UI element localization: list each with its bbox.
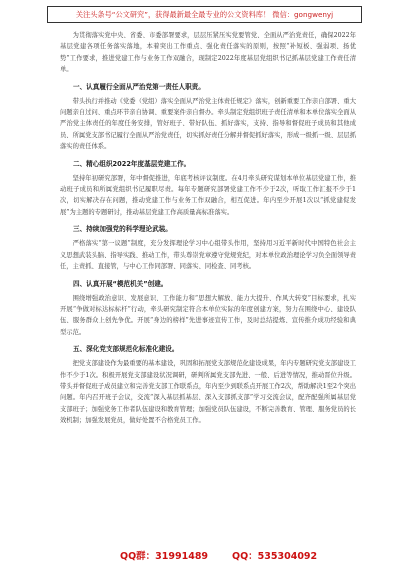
section-body-4: 围绕增强政治意识、发展意识、工作能力和“思想大解放、能力大提升、作风大转变”目标要求，扎实开展“争做对标达标标杆”行动，牵头研究制定符合本单位实际的年度创建方案，努力在围绕中心、建设队伍、服务群众上创先争优。开展“身边的榜样”先进事迹宣传工作，及时总结提炼、宣传推介成功经验和典型示范。: [60, 294, 356, 336]
section-heading-4: 四、认真开展“模范机关”创建。: [73, 279, 168, 288]
qq-group-label: QQ群：31991489: [120, 551, 209, 562]
intro-paragraph: 为贯彻落实党中央、省委、市委部署要求，层层压紧压实党要管党、全面从严治党责任，确保2022年基层党建各项任务落实落地，本着突出工作重点、强化责任落实的原则，按照“补短板、强弱项、扬优势”工作要求，推进党建工作与业务工作双融合，现制定2022年度基层党组织书记抓基层党建工作责任清单。: [60, 32, 356, 74]
section-body-3: 严格落实“第一议题”制度，充分发挥理论学习中心组带头作用，坚持用习近平新时代中国特色社会主义思想武装头脑、指导实践、推动工作，带头尊崇党章遵守党规党纪，对本单位政治理论学习负全面领导责任，主责抓、直接管，与中心工作同部署、同落实、同检查、同考核。: [60, 240, 356, 271]
section-heading-3: 三、持续加强党的科学理论武装。: [73, 225, 172, 234]
section-heading-2: 二、精心组织2022年度基层党建工作。: [73, 159, 191, 168]
document-body: [60, 30, 356, 427]
section-body-1: 带头执行并推动《党委（党组）落实全面从严治党主体责任规定》落实，创新重要工作亲自部署、重大问题亲自过问、重点环节亲自协调、重要案件亲自督办。牵头制定党组织班子责任清单和本单位落实全面从严治党主体责任的年度任务安排，管好班子、带好队伍、抓好落实，支持、指导和督促班子成员和其他成员、所属党支部书记履行全面从严治党责任，切实抓好责任分解并督促抓好落实，形成一级抓一级、层层抓落实的责任体系。: [60, 97, 356, 151]
promo-banner: 关注头条号“公文研究”，获得最新最全最专业的公文资料库！ 微信：gongwenyj: [47, 6, 362, 23]
section-body-2: 坚持年初研究部署，年中督促推进，年底考核评议制度。在4月牵头研究谋划本单位基层党建工作，推动班子成员和所属党组织书记履职尽责。每年专题研究部署党建工作不少于2次，听取工作汇报不少于1次，切实解决存在问题，推动党建工作与业务工作双融合，相互促进。年内至少开展1次以“抓党建促发展”为主题的专题研讨，推动基层党建工作高质量高标准落实。: [60, 174, 356, 216]
section-heading-1: 一、认真履行全面从严治党第一责任人职责。: [73, 82, 205, 91]
qq-label: QQ：535304092: [232, 551, 318, 562]
contact-footer: [0, 548, 408, 564]
section-heading-5: 五、深化党支部规范化标准化建设。: [73, 345, 179, 354]
section-body-5: 把党支部建设作为最重要的基本建设，巩固和拓展党支部规范化建设成果，年内专题研究党支部建设工作不少于1次。积极开展党支部建设状况调研，研判所属党支部先进、一般、后进等情况，推动晋位升级。带头并督促班子成员建立和完善党支部工作联系点，年内至少到联系点开展工作2次，帮助解决1至2个突出问题。年内召开班子会议，交流“深入基层抓基层、深入支部抓支部”学习交流会议，配齐配强所属基层党支部班子；加强党务工作者队伍建设和教育管理；加强党员队伍建设，不断完善教育、管理、服务党员的长效机制；加强发展党员，做好处置不合格党员工作。: [60, 360, 356, 425]
